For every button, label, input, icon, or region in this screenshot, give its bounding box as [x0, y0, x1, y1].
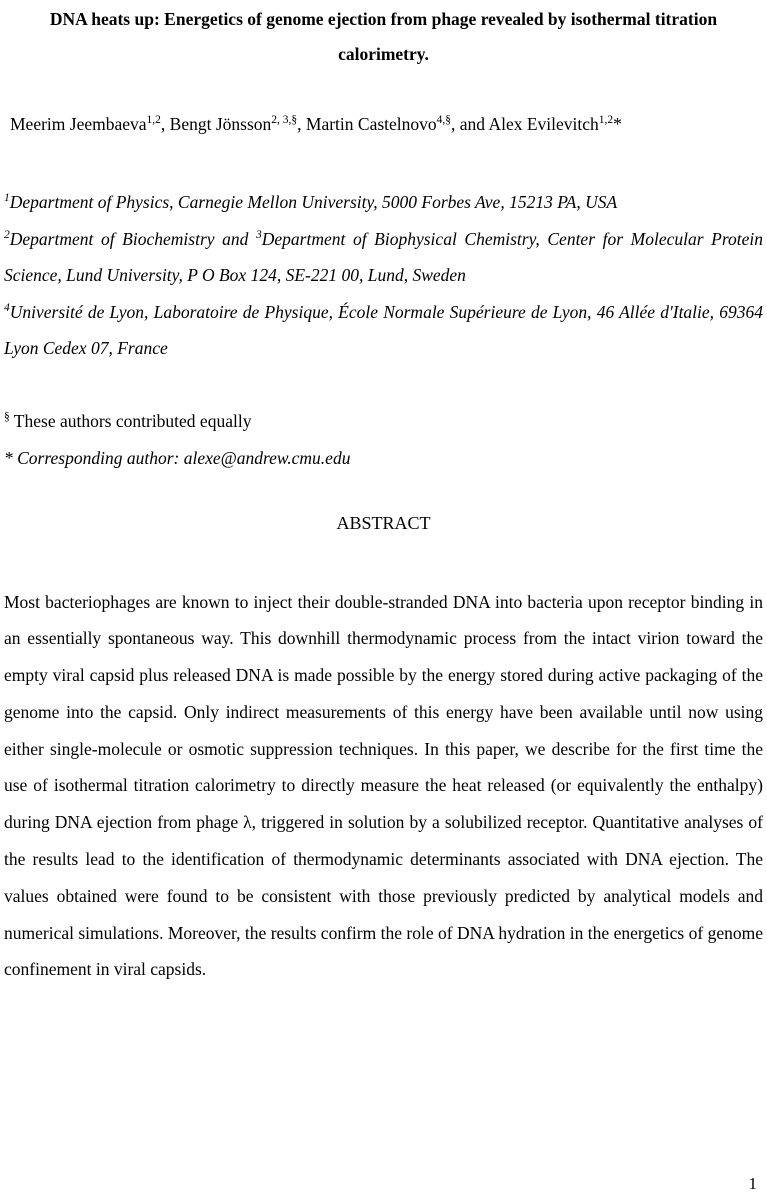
paper-title: DNA heats up: Energetics of genome ejection from phage revealed by isothermal titration calorimetry. — [49, 9, 718, 64]
author-4-superscript: 1,2 — [598, 114, 614, 127]
corresponding-author-note: * Corresponding author: alexe@andrew.cmu.edu — [4, 448, 351, 468]
author-3 — [306, 114, 489, 134]
affiliation-2-superscript-a: 2 — [4, 228, 10, 241]
affiliation-3-superscript: 4 — [4, 301, 10, 314]
affiliation-3-text: Université de Lyon, Laboratoire de Physique, École Normale Supérieure de Lyon, 46 Allée d'Italie, 69364 Lyon Cedex 07, France — [4, 301, 763, 358]
author-line — [10, 109, 757, 139]
affiliation-1-superscript: 1 — [4, 192, 10, 205]
affiliation-1-text: Department of Physics, Carnegie Mellon University, 5000 Forbes Ave, 15213 PA, USA — [9, 192, 618, 212]
author-3-separator: , and — [451, 114, 489, 134]
affiliation-2 — [4, 221, 763, 294]
author-notes — [4, 403, 763, 478]
author-1-separator: , — [160, 114, 170, 134]
affiliation-2-superscript-b: 3 — [256, 228, 262, 241]
abstract-heading: ABSTRACT — [336, 512, 431, 533]
author-4 — [488, 114, 621, 134]
author-3-name: Martin Castelnovo — [305, 114, 437, 134]
equal-contribution-symbol: § — [4, 410, 10, 423]
corresponding-author-asterisk: * — [613, 114, 622, 134]
affiliation-3 — [4, 294, 763, 367]
affiliation-2-text-b: Department of Biophysical Chemistry, Center for Molecular Protein Science, Lund University, P O Box 124, SE-221 00, Lund, Sweden — [4, 228, 764, 285]
page-number: 1 — [748, 1174, 757, 1193]
affiliations-block — [4, 184, 763, 367]
author-1-name: Meerim Jeembaeva — [10, 114, 147, 134]
author-1 — [10, 114, 170, 134]
affiliation-1 — [4, 184, 763, 221]
author-2-superscript: 2, 3,§ — [271, 114, 298, 127]
author-2 — [170, 114, 306, 134]
author-2-name: Bengt Jönsson — [169, 114, 272, 134]
abstract-text: Most bacteriophages are known to inject their double-stranded DNA into bacteria upon receptor binding in an essentially spontaneous way. This downhill thermodynamic process from the intact virion toward the empty viral capsid plus released DNA is made possible by the energy stored during active packaging of the genome into the capsid. Only indirect measurements of this energy have been available until now using either single-molecule or osmotic suppression techniques. In this paper, we describe for the first time the use of isothermal titration calorimetry to directly measure the heat released (or equivalently the enthalpy) during DNA ejection from phage λ, triggered in solution by a solubilized receptor. Quantitative analyses of the results lead to the identification of thermodynamic determinants associated with DNA ejection. The values obtained were found to be consistent with those previously predicted by analytical models and numerical simulations. Moreover, the results confirm the role of DNA hydration in the energetics of genome confinement in viral capsids. — [4, 591, 763, 980]
equal-contribution-note — [4, 403, 763, 441]
author-1-superscript: 1,2 — [146, 114, 161, 127]
author-4-name: Alex Evilevitch — [488, 114, 599, 134]
author-3-superscript: 4,§ — [436, 114, 452, 127]
affiliation-2-text-a: Department of Biochemistry and — [9, 228, 256, 249]
author-2-separator: , — [297, 114, 306, 134]
equal-contribution-text: These authors contributed equally — [9, 410, 252, 431]
